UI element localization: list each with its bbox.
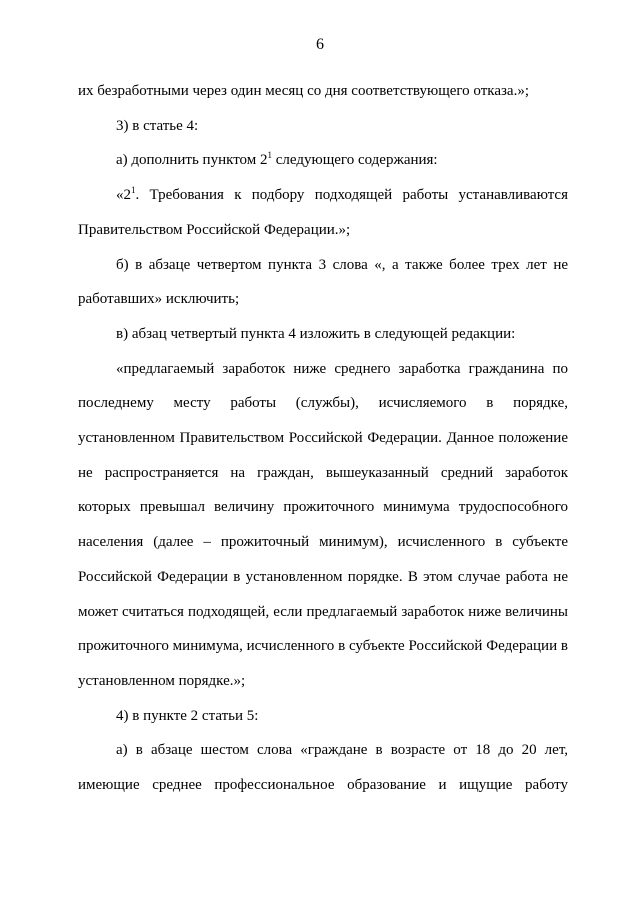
page-number: 6 [316, 36, 324, 53]
point-2-1-open: «2 [116, 187, 131, 204]
point-2-1-superscript: 1 [131, 185, 136, 196]
item-a-text: а) дополнить пунктом 2 [116, 152, 268, 169]
paragraph-item-a [78, 143, 568, 178]
paragraph-article-4: 3) в статье 4: [116, 117, 199, 134]
point-2-1-text: . Требования к подбору подходящей работы устанавливаются Правительством Российской Федерации.»; [78, 187, 568, 238]
paragraph-item-a-article-5: а) в абзаце шестом слова «граждане в возрасте от 18 до 20 лет, имеющие среднее профессиональное образование и ищущие работу [78, 742, 568, 794]
paragraph-continuation: их безработными через один месяц со дня соответствующего отказа.»; [78, 83, 530, 99]
paragraph-item-b: б) в абзаце четвертом пункта 3 слова «, а также более трех лет не работавших» исключить; [78, 256, 568, 308]
item-a-text-end: следующего содержания: [272, 152, 438, 169]
paragraph-point-2-1 [78, 178, 568, 247]
paragraph-item-v: в) абзац четвертый пункта 4 изложить в следующей редакции: [116, 325, 516, 342]
document-body [78, 74, 568, 803]
paragraph-new-wording: «предлагаемый заработок ниже среднего заработка гражданина по последнему месту работы (службы), исчисляемого в порядке, установленном Правительством Российской Федерации. Данное положение не распространяется на граждан, вышеуказанный средний заработок которых превышал величину прожиточного минимума трудоспособного населения (далее – прожиточный минимум), исчисленного в субъекте Российской Федерации в установленном порядке. В этом случае работа не может считаться подходящей, если предлагаемый заработок ниже величины прожиточного минимума, исчисленного в субъекте Российской Федерации в установленном порядке.»; [78, 360, 568, 689]
paragraph-article-5: 4) в пункте 2 статьи 5: [116, 707, 259, 724]
item-a-superscript: 1 [267, 150, 273, 161]
